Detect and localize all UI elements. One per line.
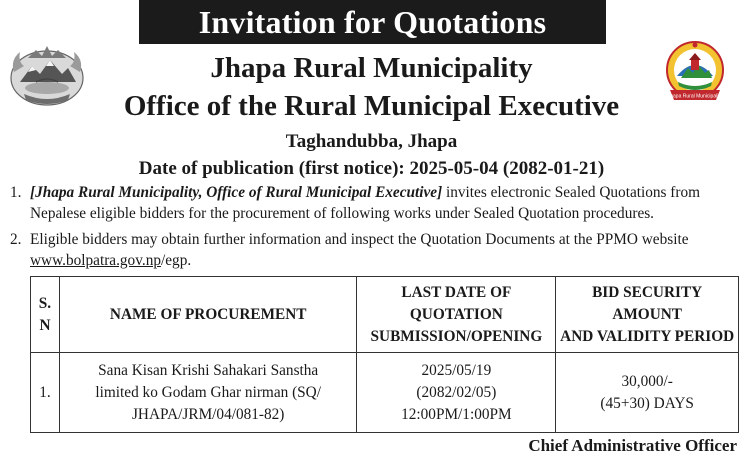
table-row: [31, 353, 739, 433]
notice-item-1: [10, 182, 740, 224]
item-number: 1.: [10, 184, 22, 201]
publication-date: Date of publication (first notice): 2025-05-04 (2082-01-21): [138, 158, 605, 179]
notice-item-2: [10, 229, 740, 271]
procurement-table: [30, 276, 739, 433]
issuer-name: [Jhapa Rural Municipality, Office of Rural Municipal Executive]: [30, 184, 443, 201]
header-sn: S. N: [31, 277, 60, 353]
notice-banner: Invitation for Quotations: [139, 0, 606, 44]
ppmo-website-link[interactable]: www.bolpatra.gov.np: [30, 252, 161, 269]
item-number: 2.: [10, 231, 22, 248]
organization-name: Jhapa Rural Municipality: [210, 52, 533, 84]
signatory-title: Chief Administrative Officer: [528, 436, 737, 455]
header-last-date: LAST DATE OF QUOTATION SUBMISSION/OPENING: [357, 277, 556, 353]
office-name: Office of the Rural Municipal Executive: [123, 90, 620, 122]
cell-procurement-name: Sana Kisan Krishi Sahakari Sanstha limited ko Godam Ghar nirman (SQ/ JHAPA/JRM/04/081-82): [59, 353, 356, 433]
table-header-row: [31, 277, 739, 353]
logo-ribbon-text: Jhapa Rural Municipality: [667, 93, 723, 100]
cell-sn: 1.: [31, 353, 60, 433]
office-address: Taghandubba, Jhapa: [285, 131, 458, 152]
cell-last-date: 2025/05/19 (2082/02/05) 12:00PM/1:00PM: [357, 353, 556, 433]
item-text: Eligible bidders may obtain further information and inspect the Quotation Documents at the PPMO website: [30, 231, 689, 248]
header-bid-security: BID SECURITY AMOUNT AND VALIDITY PERIOD: [556, 277, 739, 353]
cell-bid-security: 30,000/- (45+30) DAYS: [556, 353, 739, 433]
header-procurement-name: NAME OF PROCUREMENT: [59, 277, 356, 353]
link-suffix: /egp.: [161, 252, 192, 269]
item-text: invites electronic Sealed Quotations from Nepalese eligible bidders for the procurement of following works under Sealed Quotation procedures.: [30, 184, 701, 222]
